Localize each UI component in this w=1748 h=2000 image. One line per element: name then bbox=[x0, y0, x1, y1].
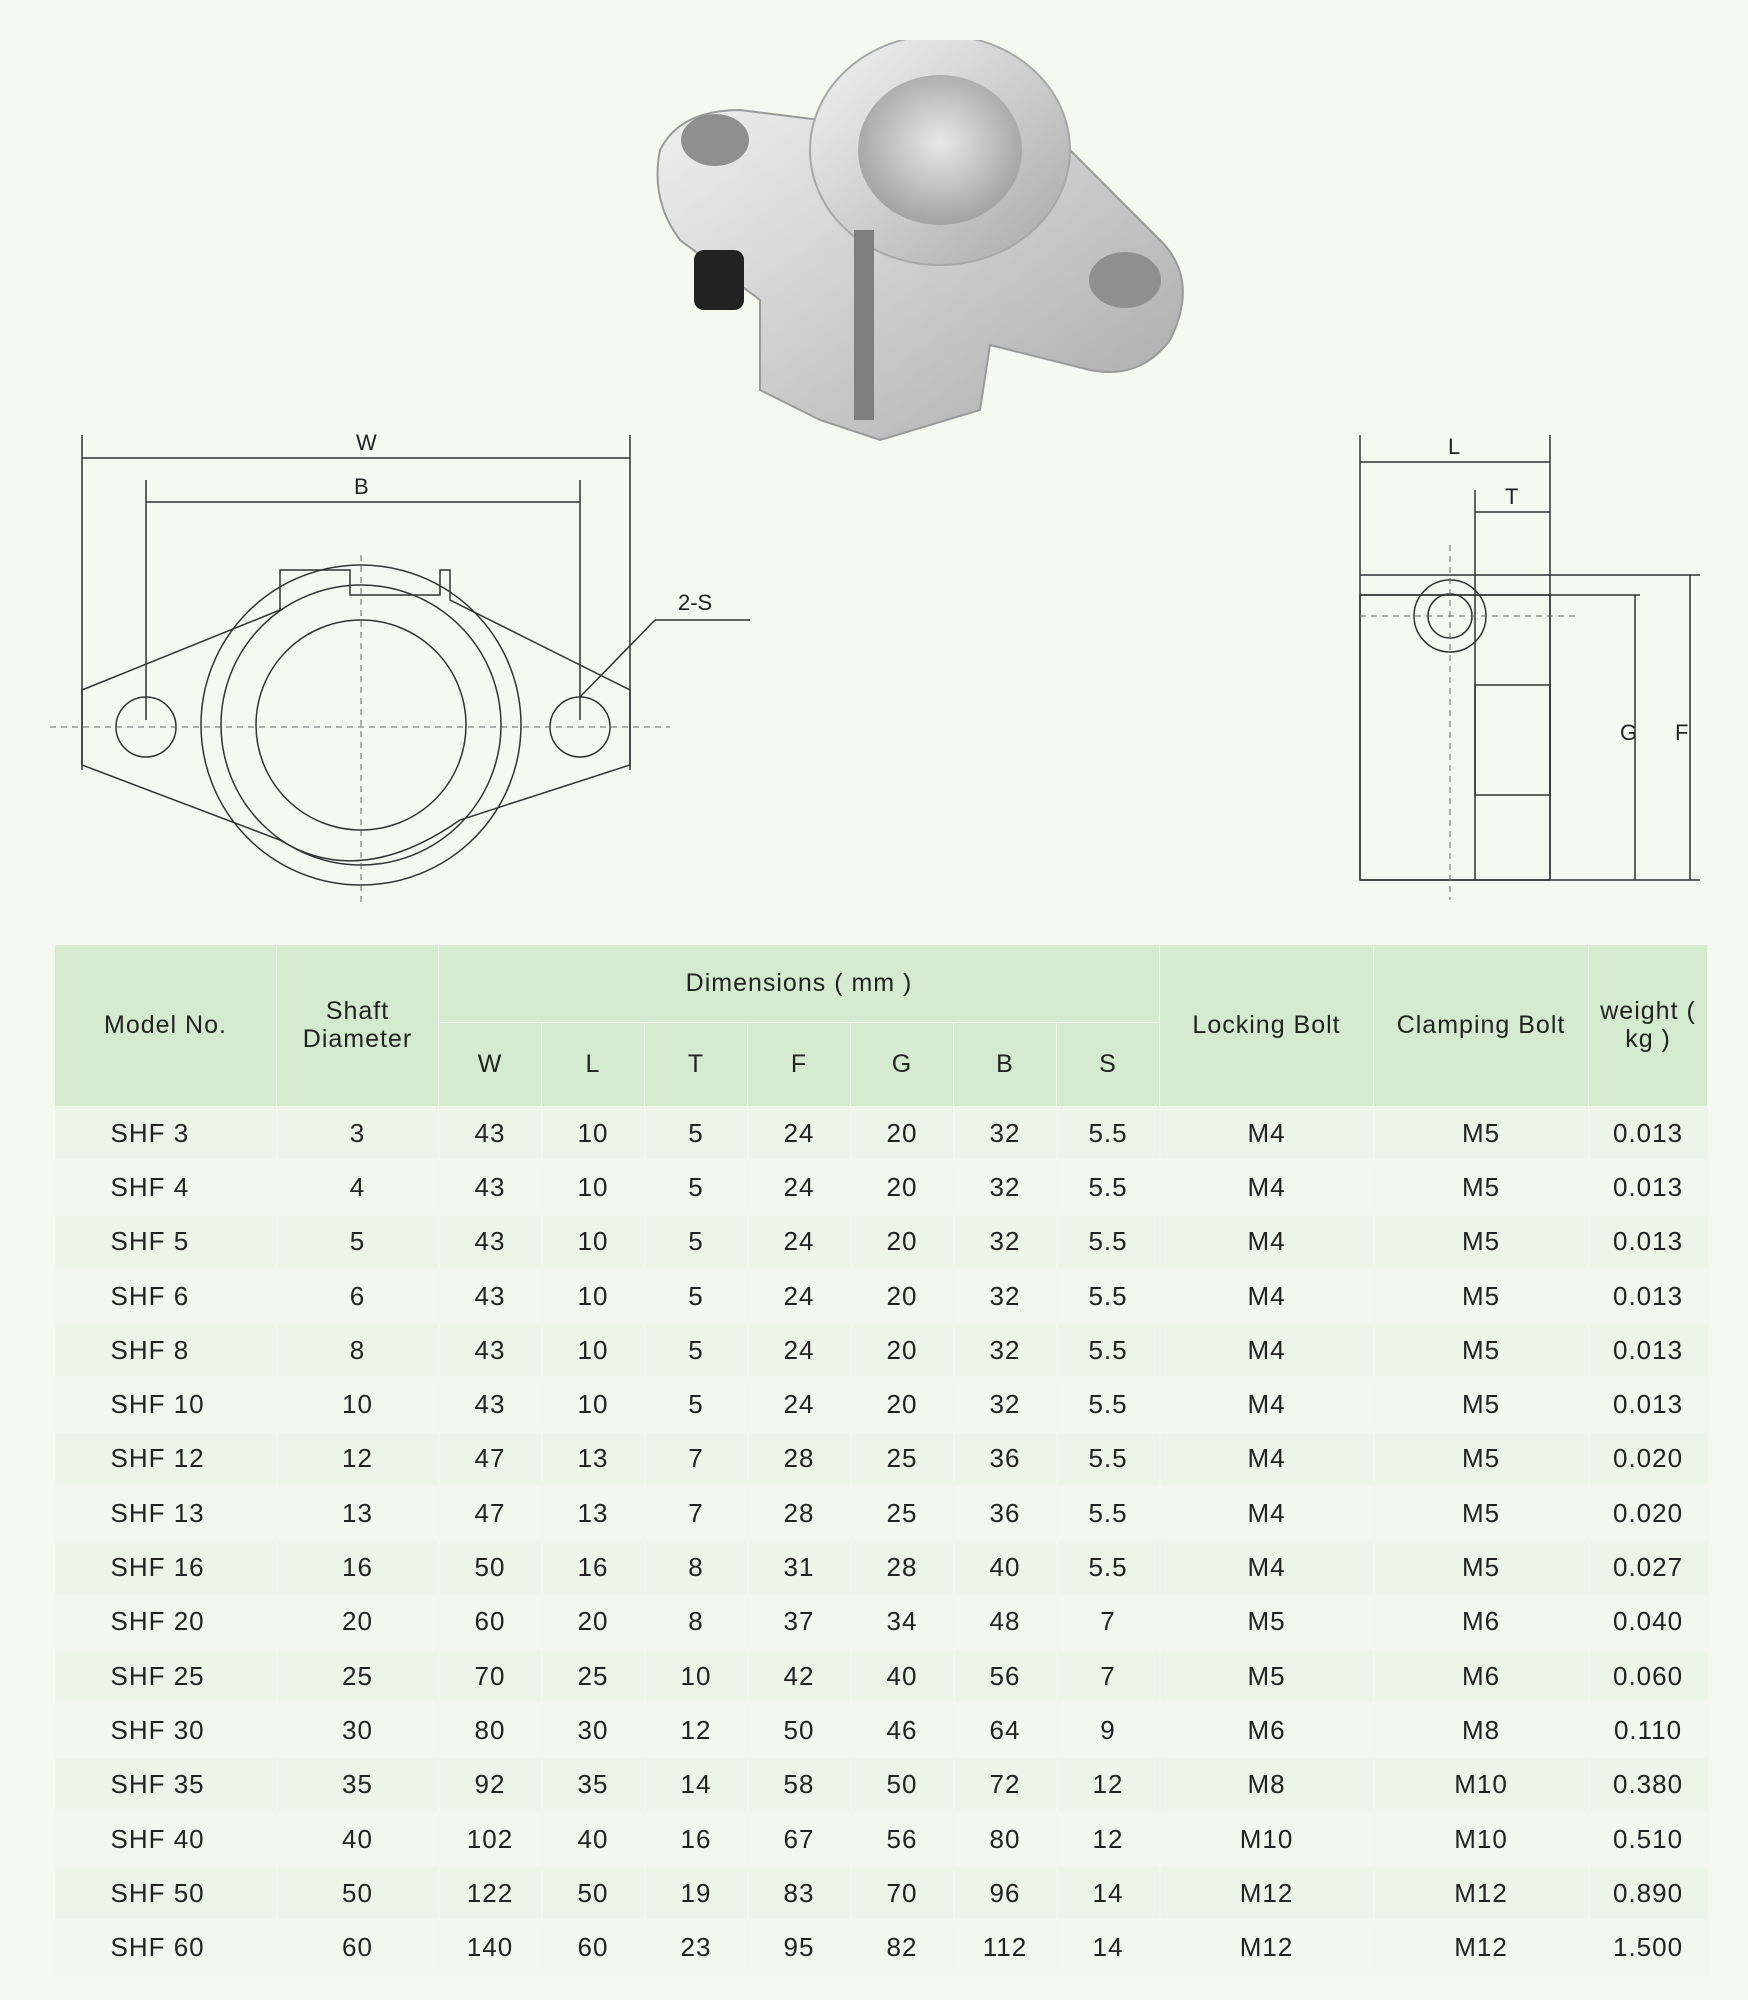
cell-w: 47 bbox=[439, 1486, 542, 1540]
cell-s: 9 bbox=[1057, 1703, 1160, 1757]
cell-s: 5.5 bbox=[1057, 1215, 1160, 1269]
cell-g: 20 bbox=[851, 1323, 954, 1377]
cell-s: 7 bbox=[1057, 1649, 1160, 1703]
cell-l: 10 bbox=[542, 1377, 645, 1431]
cell-locking-bolt: M6 bbox=[1160, 1703, 1374, 1757]
cell-f: 83 bbox=[748, 1866, 851, 1920]
cell-b: 40 bbox=[954, 1540, 1057, 1594]
label-l: L bbox=[1448, 434, 1461, 459]
table-row bbox=[55, 1215, 1708, 1269]
cell-w: 43 bbox=[439, 1323, 542, 1377]
spec-table bbox=[54, 944, 1709, 1976]
cell-f: 24 bbox=[748, 1160, 851, 1214]
cell-l: 60 bbox=[542, 1920, 645, 1974]
cell-f: 24 bbox=[748, 1215, 851, 1269]
cell-model: SHF 12 bbox=[55, 1432, 277, 1486]
cell-w: 50 bbox=[439, 1540, 542, 1594]
cell-s: 5.5 bbox=[1057, 1486, 1160, 1540]
cell-b: 32 bbox=[954, 1160, 1057, 1214]
cell-b: 48 bbox=[954, 1595, 1057, 1649]
side-view-drawing bbox=[1280, 420, 1720, 900]
cell-g: 20 bbox=[851, 1377, 954, 1431]
label-w: W bbox=[356, 430, 377, 455]
cell-w: 102 bbox=[439, 1812, 542, 1866]
cell-locking-bolt: M4 bbox=[1160, 1160, 1374, 1214]
cell-g: 50 bbox=[851, 1758, 954, 1812]
cell-clamping-bolt: M5 bbox=[1374, 1269, 1589, 1323]
header-clamping-bolt: Clamping Bolt bbox=[1374, 945, 1589, 1107]
cell-g: 20 bbox=[851, 1215, 954, 1269]
cell-weight: 0.890 bbox=[1589, 1866, 1708, 1920]
table-row bbox=[55, 1866, 1708, 1920]
cell-b: 32 bbox=[954, 1269, 1057, 1323]
label-f: F bbox=[1675, 720, 1689, 745]
cell-f: 67 bbox=[748, 1812, 851, 1866]
cell-shaft-diameter: 40 bbox=[277, 1812, 439, 1866]
cell-clamping-bolt: M5 bbox=[1374, 1107, 1589, 1161]
cell-s: 5.5 bbox=[1057, 1160, 1160, 1214]
cell-l: 10 bbox=[542, 1215, 645, 1269]
cell-w: 43 bbox=[439, 1377, 542, 1431]
cell-f: 24 bbox=[748, 1323, 851, 1377]
cell-locking-bolt: M4 bbox=[1160, 1432, 1374, 1486]
cell-weight: 0.060 bbox=[1589, 1649, 1708, 1703]
cell-l: 10 bbox=[542, 1323, 645, 1377]
header-model: Model No. bbox=[55, 945, 277, 1107]
cell-f: 58 bbox=[748, 1758, 851, 1812]
cell-f: 95 bbox=[748, 1920, 851, 1974]
cell-f: 28 bbox=[748, 1432, 851, 1486]
cell-locking-bolt: M4 bbox=[1160, 1486, 1374, 1540]
cell-t: 5 bbox=[645, 1107, 748, 1161]
cell-locking-bolt: M12 bbox=[1160, 1866, 1374, 1920]
cell-locking-bolt: M10 bbox=[1160, 1812, 1374, 1866]
header-dim-s: S bbox=[1057, 1023, 1160, 1107]
cell-clamping-bolt: M5 bbox=[1374, 1540, 1589, 1594]
cell-shaft-diameter: 3 bbox=[277, 1107, 439, 1161]
cell-weight: 1.500 bbox=[1589, 1920, 1708, 1974]
cell-clamping-bolt: M10 bbox=[1374, 1758, 1589, 1812]
header-dim-t: T bbox=[645, 1023, 748, 1107]
cell-locking-bolt: M4 bbox=[1160, 1107, 1374, 1161]
cell-b: 36 bbox=[954, 1486, 1057, 1540]
cell-clamping-bolt: M10 bbox=[1374, 1812, 1589, 1866]
cell-model: SHF 60 bbox=[55, 1920, 277, 1974]
cell-s: 12 bbox=[1057, 1812, 1160, 1866]
front-view-drawing bbox=[40, 420, 780, 920]
table-row bbox=[55, 1595, 1708, 1649]
cell-locking-bolt: M4 bbox=[1160, 1269, 1374, 1323]
cell-t: 8 bbox=[645, 1540, 748, 1594]
cell-weight: 0.020 bbox=[1589, 1486, 1708, 1540]
cell-w: 80 bbox=[439, 1703, 542, 1757]
cell-locking-bolt: M4 bbox=[1160, 1323, 1374, 1377]
cell-locking-bolt: M5 bbox=[1160, 1649, 1374, 1703]
cell-locking-bolt: M4 bbox=[1160, 1540, 1374, 1594]
cell-shaft-diameter: 20 bbox=[277, 1595, 439, 1649]
cell-w: 70 bbox=[439, 1649, 542, 1703]
cell-weight: 0.013 bbox=[1589, 1215, 1708, 1269]
cell-s: 14 bbox=[1057, 1920, 1160, 1974]
cell-b: 72 bbox=[954, 1758, 1057, 1812]
cell-weight: 0.013 bbox=[1589, 1377, 1708, 1431]
cell-shaft-diameter: 25 bbox=[277, 1649, 439, 1703]
cell-shaft-diameter: 16 bbox=[277, 1540, 439, 1594]
cell-b: 64 bbox=[954, 1703, 1057, 1757]
cell-l: 10 bbox=[542, 1107, 645, 1161]
cell-g: 20 bbox=[851, 1269, 954, 1323]
table-row bbox=[55, 1758, 1708, 1812]
cell-weight: 0.020 bbox=[1589, 1432, 1708, 1486]
cell-clamping-bolt: M5 bbox=[1374, 1323, 1589, 1377]
cell-s: 5.5 bbox=[1057, 1107, 1160, 1161]
cell-model: SHF 40 bbox=[55, 1812, 277, 1866]
table-row bbox=[55, 1703, 1708, 1757]
cell-clamping-bolt: M6 bbox=[1374, 1649, 1589, 1703]
cell-shaft-diameter: 35 bbox=[277, 1758, 439, 1812]
cell-clamping-bolt: M6 bbox=[1374, 1595, 1589, 1649]
cell-w: 43 bbox=[439, 1215, 542, 1269]
header-dim-g: G bbox=[851, 1023, 954, 1107]
cell-shaft-diameter: 12 bbox=[277, 1432, 439, 1486]
cell-w: 43 bbox=[439, 1107, 542, 1161]
header-locking-bolt: Locking Bolt bbox=[1160, 945, 1374, 1107]
cell-l: 10 bbox=[542, 1269, 645, 1323]
cell-clamping-bolt: M12 bbox=[1374, 1920, 1589, 1974]
cell-s: 12 bbox=[1057, 1758, 1160, 1812]
cell-t: 23 bbox=[645, 1920, 748, 1974]
cell-l: 16 bbox=[542, 1540, 645, 1594]
cell-model: SHF 5 bbox=[55, 1215, 277, 1269]
table-row bbox=[55, 1540, 1708, 1594]
cell-weight: 0.380 bbox=[1589, 1758, 1708, 1812]
table-row bbox=[55, 1649, 1708, 1703]
cell-weight: 0.110 bbox=[1589, 1703, 1708, 1757]
product-photo bbox=[640, 40, 1220, 460]
cell-l: 35 bbox=[542, 1758, 645, 1812]
cell-locking-bolt: M8 bbox=[1160, 1758, 1374, 1812]
cell-s: 5.5 bbox=[1057, 1377, 1160, 1431]
cell-t: 10 bbox=[645, 1649, 748, 1703]
table-row bbox=[55, 1107, 1708, 1161]
table-row bbox=[55, 1812, 1708, 1866]
cell-model: SHF 4 bbox=[55, 1160, 277, 1214]
cell-l: 50 bbox=[542, 1866, 645, 1920]
cell-model: SHF 35 bbox=[55, 1758, 277, 1812]
cell-model: SHF 16 bbox=[55, 1540, 277, 1594]
cell-w: 122 bbox=[439, 1866, 542, 1920]
cell-b: 112 bbox=[954, 1920, 1057, 1974]
cell-weight: 0.040 bbox=[1589, 1595, 1708, 1649]
cell-locking-bolt: M5 bbox=[1160, 1595, 1374, 1649]
cell-f: 50 bbox=[748, 1703, 851, 1757]
cell-weight: 0.013 bbox=[1589, 1107, 1708, 1161]
cell-l: 25 bbox=[542, 1649, 645, 1703]
table-row bbox=[55, 1486, 1708, 1540]
cell-model: SHF 13 bbox=[55, 1486, 277, 1540]
cell-f: 24 bbox=[748, 1377, 851, 1431]
cell-w: 43 bbox=[439, 1269, 542, 1323]
cell-locking-bolt: M4 bbox=[1160, 1215, 1374, 1269]
header-dim-l: L bbox=[542, 1023, 645, 1107]
cell-weight: 0.013 bbox=[1589, 1160, 1708, 1214]
cell-clamping-bolt: M5 bbox=[1374, 1160, 1589, 1214]
cell-shaft-diameter: 60 bbox=[277, 1920, 439, 1974]
header-dim-w: W bbox=[439, 1023, 542, 1107]
cell-l: 13 bbox=[542, 1432, 645, 1486]
cell-g: 82 bbox=[851, 1920, 954, 1974]
cell-t: 19 bbox=[645, 1866, 748, 1920]
table-row bbox=[55, 1377, 1708, 1431]
cell-clamping-bolt: M8 bbox=[1374, 1703, 1589, 1757]
cell-g: 25 bbox=[851, 1486, 954, 1540]
cell-b: 36 bbox=[954, 1432, 1057, 1486]
cell-b: 32 bbox=[954, 1323, 1057, 1377]
cell-locking-bolt: M12 bbox=[1160, 1920, 1374, 1974]
cell-l: 10 bbox=[542, 1160, 645, 1214]
cell-t: 8 bbox=[645, 1595, 748, 1649]
cell-f: 24 bbox=[748, 1269, 851, 1323]
cell-f: 42 bbox=[748, 1649, 851, 1703]
cell-b: 32 bbox=[954, 1377, 1057, 1431]
cell-f: 31 bbox=[748, 1540, 851, 1594]
cell-l: 20 bbox=[542, 1595, 645, 1649]
cell-w: 47 bbox=[439, 1432, 542, 1486]
cell-f: 37 bbox=[748, 1595, 851, 1649]
cell-b: 80 bbox=[954, 1812, 1057, 1866]
cell-g: 28 bbox=[851, 1540, 954, 1594]
cell-model: SHF 20 bbox=[55, 1595, 277, 1649]
header-dim-f: F bbox=[748, 1023, 851, 1107]
cell-weight: 0.013 bbox=[1589, 1323, 1708, 1377]
cell-model: SHF 25 bbox=[55, 1649, 277, 1703]
cell-s: 5.5 bbox=[1057, 1269, 1160, 1323]
cell-g: 20 bbox=[851, 1160, 954, 1214]
cell-weight: 0.027 bbox=[1589, 1540, 1708, 1594]
cell-l: 30 bbox=[542, 1703, 645, 1757]
table-row bbox=[55, 1160, 1708, 1214]
cell-t: 5 bbox=[645, 1215, 748, 1269]
cell-l: 40 bbox=[542, 1812, 645, 1866]
cell-b: 96 bbox=[954, 1866, 1057, 1920]
cell-clamping-bolt: M12 bbox=[1374, 1866, 1589, 1920]
cell-s: 14 bbox=[1057, 1866, 1160, 1920]
cell-t: 5 bbox=[645, 1269, 748, 1323]
cell-s: 5.5 bbox=[1057, 1540, 1160, 1594]
cell-g: 56 bbox=[851, 1812, 954, 1866]
cell-s: 5.5 bbox=[1057, 1323, 1160, 1377]
cell-locking-bolt: M4 bbox=[1160, 1377, 1374, 1431]
header-weight: weight ( kg ) bbox=[1589, 945, 1708, 1107]
cell-t: 16 bbox=[645, 1812, 748, 1866]
label-t: T bbox=[1505, 484, 1519, 509]
cell-clamping-bolt: M5 bbox=[1374, 1486, 1589, 1540]
cell-weight: 0.013 bbox=[1589, 1269, 1708, 1323]
cell-model: SHF 10 bbox=[55, 1377, 277, 1431]
table-row bbox=[55, 1323, 1708, 1377]
cell-w: 43 bbox=[439, 1160, 542, 1214]
cell-shaft-diameter: 5 bbox=[277, 1215, 439, 1269]
label-2s: 2-S bbox=[678, 590, 713, 615]
cell-w: 92 bbox=[439, 1758, 542, 1812]
cell-t: 5 bbox=[645, 1160, 748, 1214]
cell-clamping-bolt: M5 bbox=[1374, 1377, 1589, 1431]
cell-model: SHF 6 bbox=[55, 1269, 277, 1323]
label-g: G bbox=[1620, 720, 1638, 745]
cell-shaft-diameter: 30 bbox=[277, 1703, 439, 1757]
cell-shaft-diameter: 10 bbox=[277, 1377, 439, 1431]
cell-t: 5 bbox=[645, 1377, 748, 1431]
header-shaft-diameter: Shaft Diameter bbox=[277, 945, 439, 1107]
cell-t: 7 bbox=[645, 1486, 748, 1540]
cell-g: 20 bbox=[851, 1107, 954, 1161]
cell-w: 140 bbox=[439, 1920, 542, 1974]
cell-t: 5 bbox=[645, 1323, 748, 1377]
label-b: B bbox=[354, 474, 369, 499]
cell-f: 24 bbox=[748, 1107, 851, 1161]
cell-g: 70 bbox=[851, 1866, 954, 1920]
table-row bbox=[55, 1432, 1708, 1486]
cell-b: 32 bbox=[954, 1215, 1057, 1269]
header-dim-b: B bbox=[954, 1023, 1057, 1107]
cell-g: 40 bbox=[851, 1649, 954, 1703]
cell-t: 14 bbox=[645, 1758, 748, 1812]
cell-g: 34 bbox=[851, 1595, 954, 1649]
cell-b: 32 bbox=[954, 1107, 1057, 1161]
cell-l: 13 bbox=[542, 1486, 645, 1540]
cell-s: 7 bbox=[1057, 1595, 1160, 1649]
cell-g: 25 bbox=[851, 1432, 954, 1486]
cell-t: 12 bbox=[645, 1703, 748, 1757]
cell-f: 28 bbox=[748, 1486, 851, 1540]
cell-model: SHF 8 bbox=[55, 1323, 277, 1377]
cell-clamping-bolt: M5 bbox=[1374, 1432, 1589, 1486]
cell-shaft-diameter: 8 bbox=[277, 1323, 439, 1377]
cell-s: 5.5 bbox=[1057, 1432, 1160, 1486]
cell-shaft-diameter: 6 bbox=[277, 1269, 439, 1323]
cell-clamping-bolt: M5 bbox=[1374, 1215, 1589, 1269]
cell-t: 7 bbox=[645, 1432, 748, 1486]
table-row bbox=[55, 1920, 1708, 1974]
cell-shaft-diameter: 50 bbox=[277, 1866, 439, 1920]
cell-weight: 0.510 bbox=[1589, 1812, 1708, 1866]
header-dimensions: Dimensions ( mm ) bbox=[439, 945, 1160, 1023]
cell-g: 46 bbox=[851, 1703, 954, 1757]
table-row bbox=[55, 1269, 1708, 1323]
cell-shaft-diameter: 13 bbox=[277, 1486, 439, 1540]
cell-model: SHF 3 bbox=[55, 1107, 277, 1161]
cell-b: 56 bbox=[954, 1649, 1057, 1703]
cell-shaft-diameter: 4 bbox=[277, 1160, 439, 1214]
cell-model: SHF 30 bbox=[55, 1703, 277, 1757]
cell-model: SHF 50 bbox=[55, 1866, 277, 1920]
cell-w: 60 bbox=[439, 1595, 542, 1649]
